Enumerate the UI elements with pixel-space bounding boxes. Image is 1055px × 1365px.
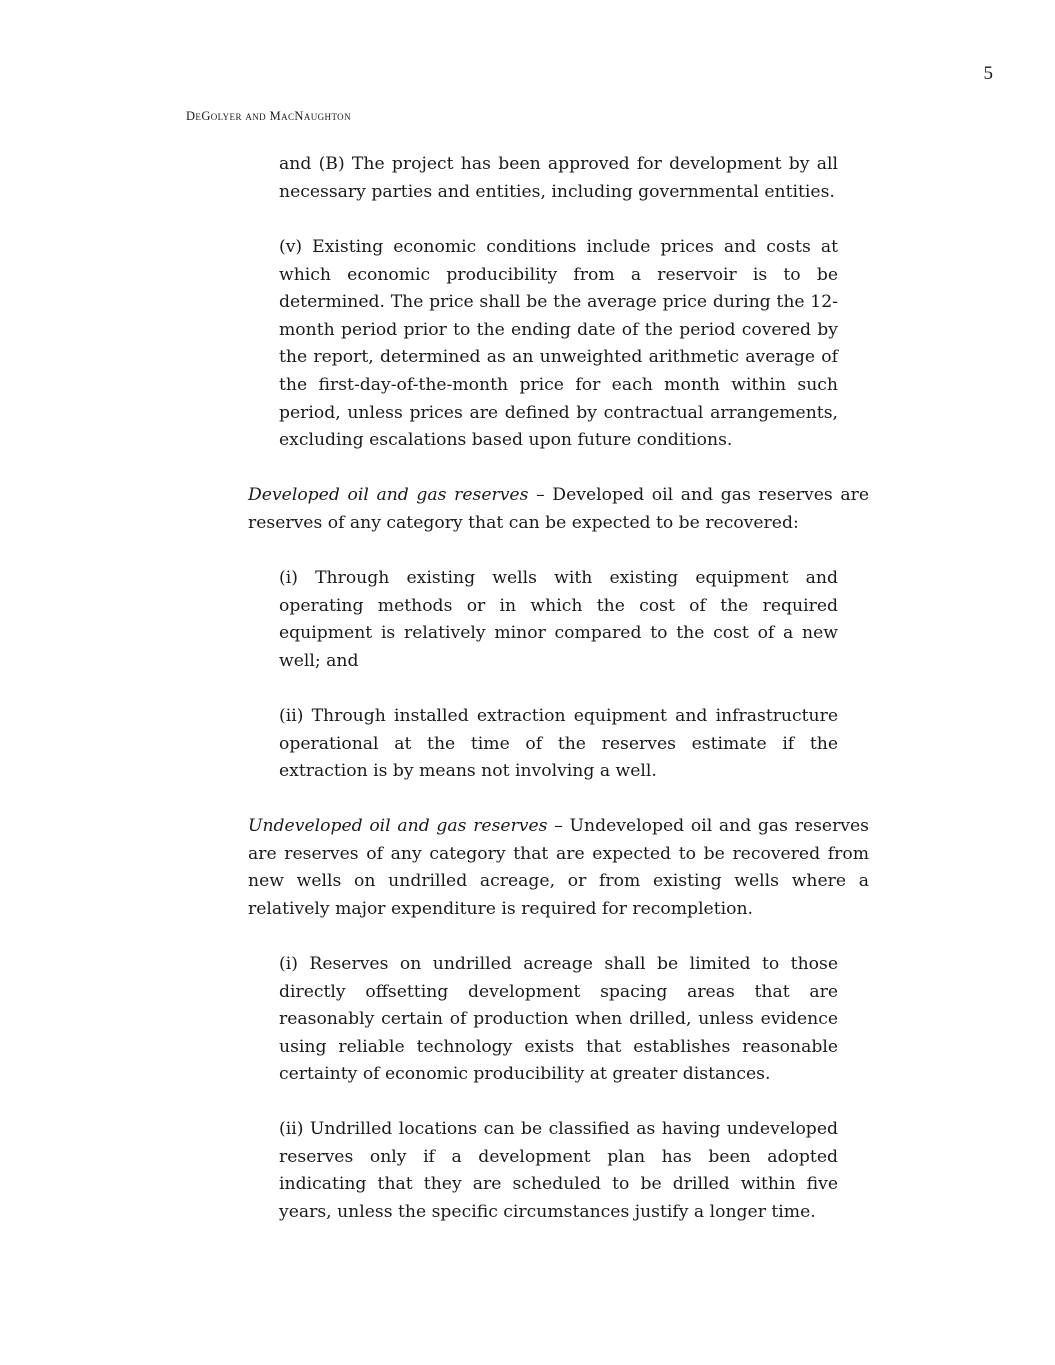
paragraph-undeveloped-ii: (ii) Undrilled locations can be classified as having undeveloped reserves only if a development plan has been adopted indicating that they are scheduled to be drilled within five years, unless the specific circumstances justify a longer time. <box>279 1119 838 1222</box>
page-number: 5 <box>983 63 993 84</box>
term-undeveloped-reserves: Undeveloped oil and gas reserves <box>248 816 548 836</box>
term-developed-reserves: Developed oil and gas reserves <box>248 485 529 505</box>
paragraph-developed-i: (i) Through existing wells with existing equipment and operating methods or in which the cost of the required equipment is relatively minor compared to the cost of a new well; and <box>279 568 838 671</box>
paragraph-undeveloped-i: (i) Reserves on undrilled acreage shall be limited to those directly offsetting development spacing areas that are reasonably certain of production when drilled, unless evidence using reliable technology exists that establishes reasonable certainty of economic producibility at greater distances. <box>279 954 838 1085</box>
paragraph-developed-ii: (ii) Through installed extraction equipment and infrastructure operational at the time of the reserves estimate if the extraction is by means not involving a well. <box>279 706 838 782</box>
firm-header: DeGolyer and MacNaughton <box>186 109 351 123</box>
paragraph-approval: and (B) The project has been approved for development by all necessary parties and entities, including governmental entities. <box>279 154 838 202</box>
definition-developed-reserves: – Developed oil and gas reserves are reserves of any category that can be expected to be recovered: <box>248 485 869 533</box>
paragraph-developed-reserves <box>248 482 869 537</box>
paragraph-undeveloped-reserves <box>248 813 869 923</box>
paragraph-economic-conditions: (v) Existing economic conditions include prices and costs at which economic producibility from a reservoir is to be determined. The price shall be the average price during the 12-month period prior to the ending date of the period covered by the report, determined as an unweighted arithmetic average of the first-day-of-the-month price for each month within such period, unless prices are defined by contractual arrangements, excluding escalations based upon future conditions. <box>279 237 838 451</box>
definition-undeveloped-reserves: – Undeveloped oil and gas reserves are reserves of any category that are expected to be recovered from new wells on undrilled acreage, or from existing wells where a relatively major expenditure is required for recompletion. <box>248 816 869 919</box>
